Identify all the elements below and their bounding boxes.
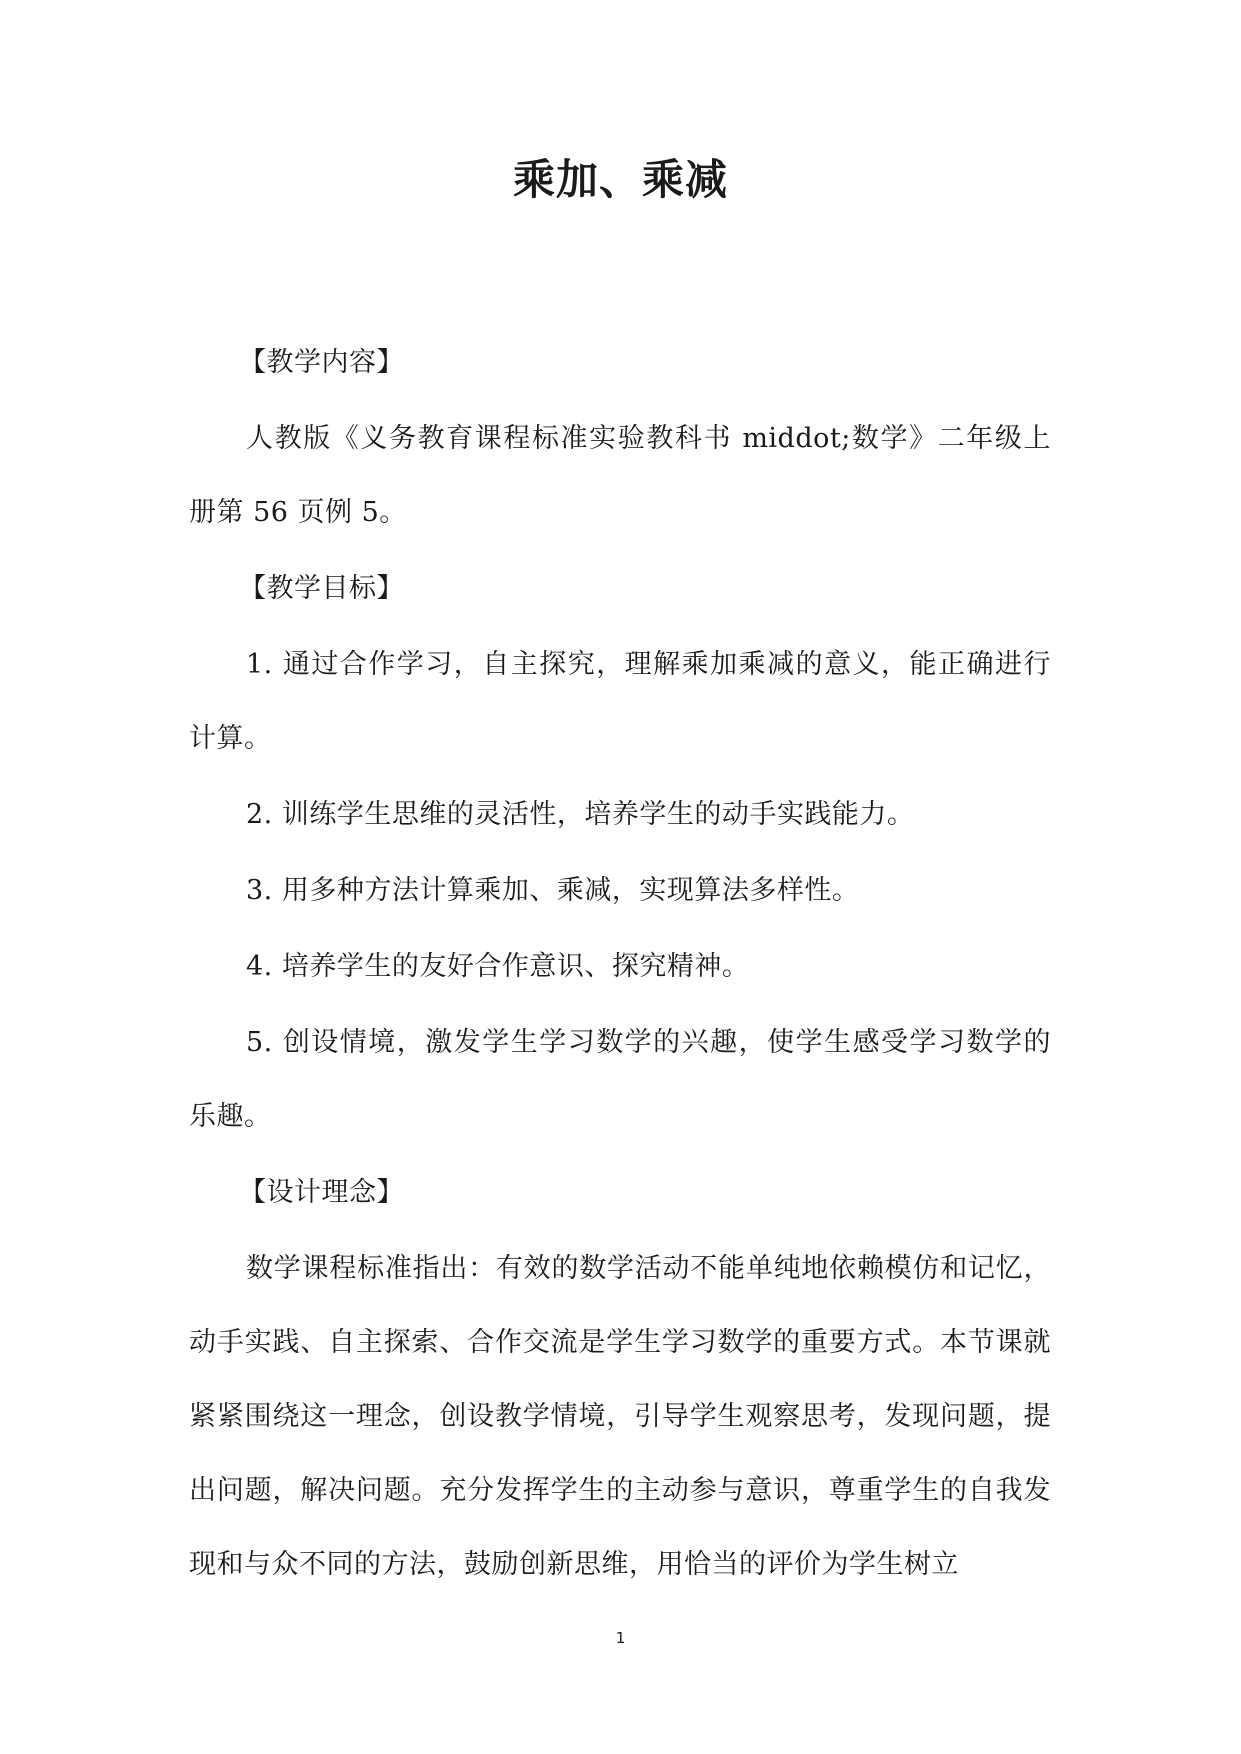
page-number: 1 [615, 1629, 626, 1647]
objective-item-3: 3. 用多种方法计算乘加、乘减，实现算法多样性。 [246, 875, 860, 906]
paragraph-textbook-reference: 人教版《义务教育课程标准实验教科书 middot;数学》二年级上册第 56 页例 5。 [189, 423, 1051, 528]
document-title: 乘加、乘减 [512, 155, 728, 204]
paragraph-design-concept: 数学课程标准指出：有效的数学活动不能单纯地依赖模仿和记忆，动手实践、自主探索、合作交流是学生学习数学的重要方式。本节课就紧紧围绕这一理念，创设教学情境，引导学生观察思考，发现问题，提出问题，解决问题。充分发挥学生的主动参与意识，尊重学生的自我发现和与众不同的方法，鼓励创新思维，用恰当的评价为学生树立 [189, 1253, 1051, 1580]
objective-item-1: 1. 通过合作学习，自主探究，理解乘加乘减的意义，能正确进行计算。 [189, 649, 1051, 754]
section-heading-content: 【教学内容】 [239, 347, 404, 378]
document-body [189, 326, 1051, 1604]
objective-item-2: 2. 训练学生思维的灵活性，培养学生的动手实践能力。 [246, 799, 915, 830]
objective-item-4: 4. 培养学生的友好合作意识、探究精神。 [246, 951, 750, 982]
section-heading-objectives: 【教学目标】 [239, 573, 404, 604]
objective-item-5: 5. 创设情境，激发学生学习数学的兴趣，使学生感受学习数学的乐趣。 [189, 1027, 1051, 1132]
section-heading-design-concept: 【设计理念】 [239, 1177, 404, 1208]
